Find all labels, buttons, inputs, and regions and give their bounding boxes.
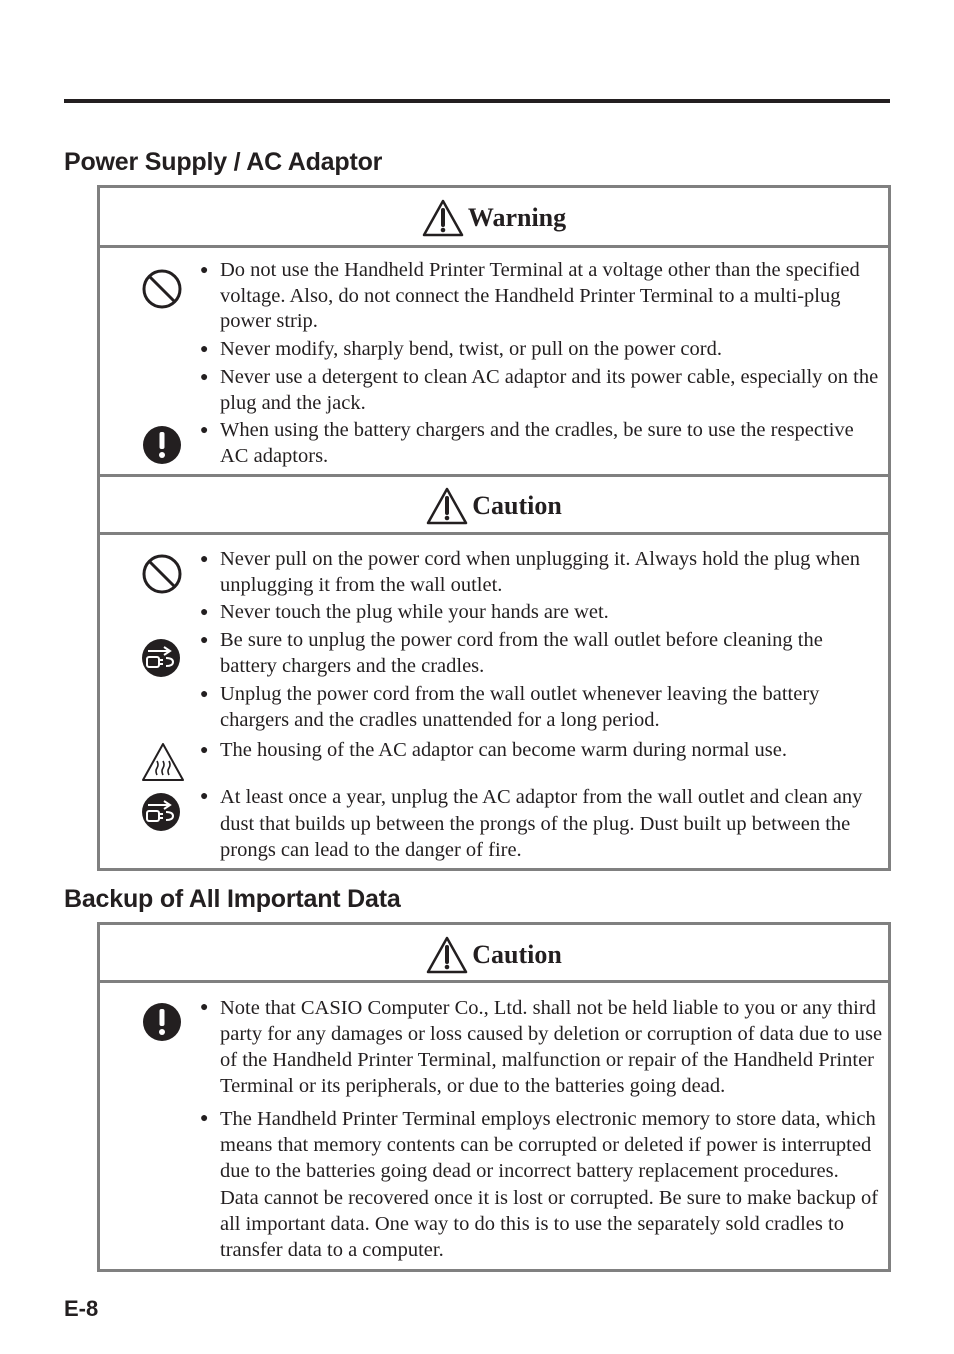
mandatory-icon bbox=[140, 423, 184, 467]
list-item: ● Never modify, sharply bend, twist, or pull on the power cord. bbox=[200, 338, 722, 360]
list-item: ● Do not use the Handheld Printer Terminal at a voltage other than the specified voltage. Also, do not connect the Handheld Printer Terminal to a multi-plug power strip. bbox=[200, 259, 860, 332]
list-item: ● Never pull on the power cord when unplugging it. Always hold the plug when unplugging it from the wall outlet. bbox=[200, 548, 860, 596]
divider bbox=[100, 532, 888, 535]
list-item: ● The Handheld Printer Terminal employs electronic memory to store data, which means that memory contents can be corrupted or deleted if power is interrupted due to the batteries going dead or incorrect battery replacement procedures. Data cannot be recovered once it is lost or corrupted. Be sure to make backup of all important data. One way to do this is to use the separately sold cradles to transfer data to a computer. bbox=[200, 1108, 879, 1262]
backup-box bbox=[97, 922, 891, 1272]
page-number: E-8 bbox=[64, 1296, 99, 1321]
section-title-backup: Backup of All Important Data bbox=[64, 885, 401, 913]
list-item: ● When using the battery chargers and the cradles, be sure to use the respective AC adaptors. bbox=[200, 419, 854, 467]
prohibited-icon bbox=[140, 552, 184, 596]
caution-header bbox=[100, 933, 888, 977]
hot-surface-icon bbox=[140, 741, 186, 783]
power-supply-box bbox=[97, 185, 891, 871]
unplug-icon bbox=[140, 791, 182, 833]
divider bbox=[100, 980, 888, 983]
unplug-icon bbox=[140, 637, 182, 679]
list-item: ● Never touch the plug while your hands are wet. bbox=[200, 601, 609, 623]
section-title-power-supply: Power Supply / AC Adaptor bbox=[64, 148, 383, 176]
mandatory-icon bbox=[140, 1000, 184, 1044]
caution-label: Caution bbox=[472, 491, 562, 520]
alert-triangle-icon bbox=[426, 936, 468, 974]
prohibited-icon bbox=[140, 267, 184, 311]
alert-triangle-icon bbox=[426, 487, 468, 525]
caution-label: Caution bbox=[472, 940, 562, 969]
list-item: ● At least once a year, unplug the AC adaptor from the wall outlet and clean any dust that builds up between the prongs of the plug. Dust built up between the prongs can lead to the danger of fire. bbox=[200, 786, 863, 861]
list-item: ● Unplug the power cord from the wall outlet whenever leaving the battery chargers and the cradles unattended for a long period. bbox=[200, 683, 820, 731]
divider bbox=[100, 474, 888, 477]
top-rule bbox=[64, 99, 890, 103]
warning-header bbox=[100, 196, 888, 240]
caution-header bbox=[100, 484, 888, 528]
alert-triangle-icon bbox=[422, 199, 464, 237]
list-item: ● The housing of the AC adaptor can become warm during normal use. bbox=[200, 739, 788, 761]
warning-label: Warning bbox=[467, 203, 567, 232]
list-item: ● Be sure to unplug the power cord from the wall outlet before cleaning the battery chargers and the cradles. bbox=[200, 629, 823, 677]
divider bbox=[100, 245, 888, 248]
list-item: ● Never use a detergent to clean AC adaptor and its power cable, especially on the plug and the jack. bbox=[200, 366, 879, 414]
list-item: ● Note that CASIO Computer Co., Ltd. shall not be held liable to you or any third party for any damages or loss caused by deletion or corruption of data due to use of the Handheld Printer Terminal, malfunction or repair of the Handheld Printer Terminal or its peripherals, or due to the batteries going dead. bbox=[200, 997, 883, 1097]
